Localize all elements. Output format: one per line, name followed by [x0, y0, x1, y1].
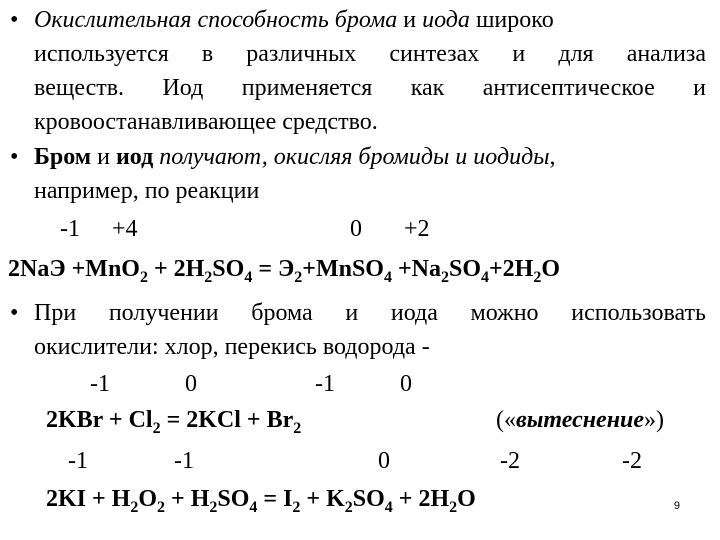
- reaction-note: («вытеснение»): [496, 407, 665, 433]
- text-span: Бром: [34, 144, 92, 170]
- paragraph-line: [34, 4, 706, 36]
- oxidation-state: 0: [400, 371, 412, 397]
- oxidation-state: 0: [378, 448, 390, 474]
- oxidation-state: -2: [500, 448, 520, 474]
- oxidation-state: -2: [622, 448, 642, 474]
- page-number: 9: [673, 500, 680, 512]
- oxidation-state: -1: [90, 371, 110, 397]
- reaction-equation: $2KI + H_2O_2 + H_2SO_4 = I_2 + K_2SO_4 + 2H_2O$: [46, 486, 476, 516]
- bullet-marker: •: [10, 144, 19, 170]
- text-span: и: [397, 7, 423, 33]
- text-span: иод: [115, 144, 154, 170]
- paragraph-line: окислители: хлор, перекись водорода -: [34, 334, 430, 360]
- oxidation-state: -1: [68, 448, 88, 474]
- oxidation-state: 0: [350, 216, 362, 242]
- paragraph-line: При получении брома и иода можно использовать: [34, 300, 706, 326]
- paragraph-line: используется в различных синтезах и для анализа: [34, 41, 706, 67]
- oxidation-state: +2: [404, 216, 430, 242]
- text-span: ,: [549, 144, 556, 170]
- bullet-marker: •: [10, 300, 19, 326]
- reaction-equation: $2NaЭ +MnO_2 + 2H_2SO_4$ = $Э_2+MnSO_4 +Na_2SO_4+2H_2O$: [8, 256, 561, 286]
- text-span: широко: [469, 7, 554, 33]
- text-span: Окислительная способность брома: [34, 7, 398, 33]
- oxidation-state: -1: [60, 216, 80, 242]
- oxidation-state: -1: [315, 371, 335, 397]
- bullet-marker: •: [10, 7, 19, 33]
- oxidation-state: +4: [112, 216, 138, 242]
- paragraph-line: веществ. Иод применяется как антисептическое и: [34, 75, 706, 101]
- paragraph-line: кровоостанавливающее средство.: [34, 109, 378, 135]
- paragraph-line: [34, 141, 555, 173]
- oxidation-state: -1: [174, 448, 194, 474]
- text-span: получают, окисляя бромиды и иодиды: [153, 144, 550, 170]
- reaction-equation: $2KBr + Cl_2 = 2KCl + Br_2$: [46, 407, 302, 437]
- oxidation-state: 0: [185, 371, 197, 397]
- paragraph-line: например, по реакции: [34, 178, 260, 204]
- text-span: иода: [422, 7, 470, 33]
- text-span: и: [91, 144, 116, 170]
